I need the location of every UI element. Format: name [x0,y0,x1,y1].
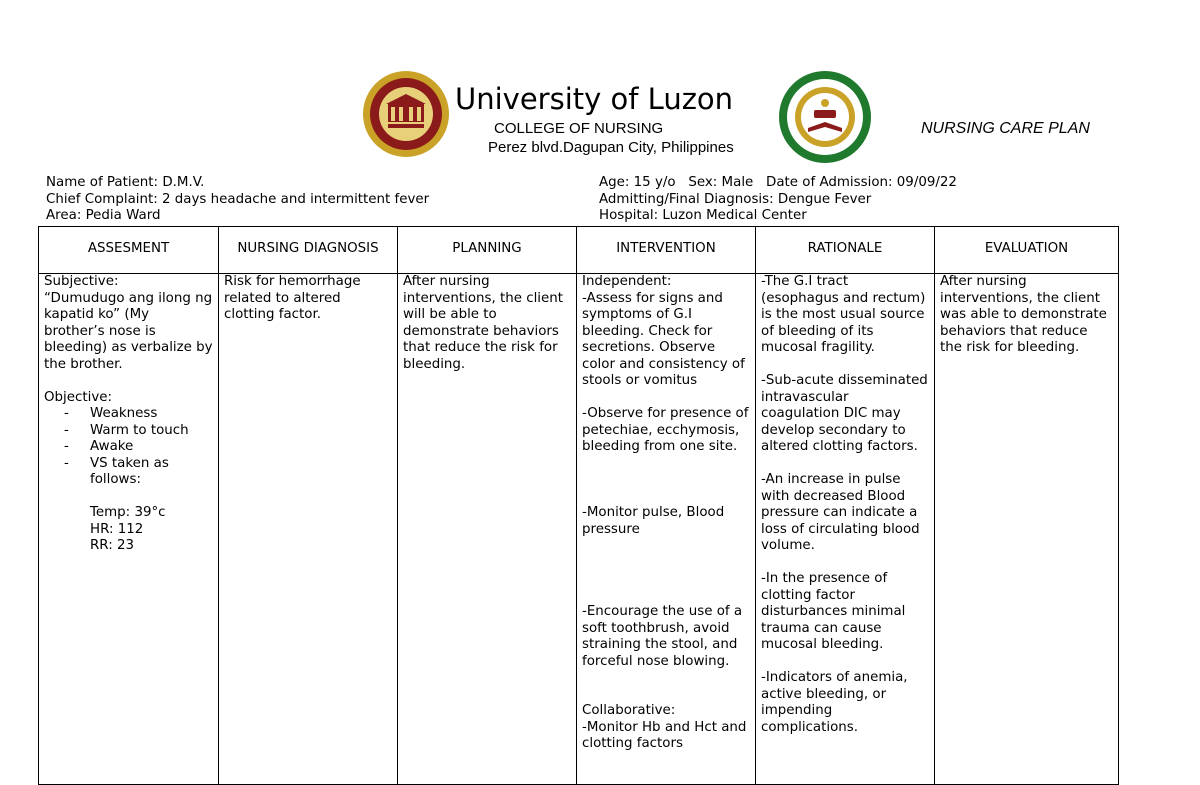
column-header-intervention: INTERVENTION [577,227,756,274]
care-plan-table [38,226,1119,785]
university-seal-logo [362,70,450,162]
table-header-row [39,227,1119,274]
table-body-row [39,274,1119,785]
column-header-planning: PLANNING [398,227,577,274]
planning-text: After nursing interventions, the client will be able to demonstrate behaviors that reduce the risk for bleeding. [403,274,564,372]
intervention-item: -Encourage the use of a soft toothbrush, avoid straining the stool, and forceful nose blowing. [582,604,743,669]
nursing-diagnosis-cell [219,274,398,785]
objective-item: - Warm to touch [64,423,213,440]
rationale-cell [756,274,935,785]
objective-list [44,406,213,489]
vital-hr: HR: 112 [90,521,144,537]
college-of-nursing-seal-logo [778,70,872,168]
age-sex-admission: Age: 15 y/o Sex: Male Date of Admission: 09/09/22 [599,175,957,190]
column-header-rationale: RATIONALE [756,227,935,274]
college-address: Perez blvd.Dagupan City, Philippines [488,139,734,156]
chief-complaint: Chief Complaint: 2 days headache and intermittent fever [46,191,430,207]
vital-rr: RR: 23 [90,538,135,553]
nursing-diagnosis-text: Risk for hemorrhage related to altered clotting factor. [224,274,361,322]
patient-info-right [599,175,957,225]
intervention-cell [577,274,756,785]
subjective-label: Subjective: [44,274,119,289]
vital-temp: Temp: 39°c [90,505,166,520]
collaborative-item: -Monitor Hb and Hct and clotting factors [582,719,747,751]
document-type-label: NURSING CARE PLAN [921,120,1090,137]
objective-label: Objective: [44,389,113,405]
column-header-nursing-diagnosis: NURSING DIAGNOSIS [219,227,398,274]
column-header-evaluation: EVALUATION [935,227,1119,274]
evaluation-cell [935,274,1119,785]
assessment-cell [39,274,219,785]
patient-info-left [46,175,429,225]
rationale-item: -The G.I tract (esophagus and rectum) is the most usual source of bleeding of its mucosal fragility. [761,274,926,355]
intervention-item: -Observe for presence of petechiae, ecchymosis, bleeding from one site. [582,406,749,454]
collaborative-label: Collaborative: [582,703,676,718]
planning-cell [398,274,577,785]
subjective-text: “Dumudugo ang ilong ng kapatid ko” (My brother’s nose is bleeding) as verbalize by the brother. [44,290,213,372]
rationale-item: -Sub-acute disseminated intravascular coagulation DIC may develop secondary to altered clotting factors. [761,373,928,454]
objective-item: - VS taken as follows: [64,456,213,489]
rationale-item: -An increase in pulse with decreased Blood pressure can indicate a loss of circulating blood volume. [761,472,920,553]
objective-item: - Weakness [64,406,213,423]
rationale-item: -In the presence of clotting factor disturbances minimal trauma can cause mucosal bleeding. [761,571,906,652]
college-name: COLLEGE OF NURSING [494,120,664,137]
objective-item: - Awake [64,439,213,456]
final-diagnosis: Admitting/Final Diagnosis: Dengue Fever [599,191,872,207]
intervention-item: -Monitor pulse, Blood pressure [582,505,725,537]
university-title: University of Luzon [455,82,734,116]
intervention-item: -Assess for signs and symptoms of G.I bleeding. Check for secretions. Observe color and consistency of stools or vomitus [582,290,745,388]
hospital-name: Hospital: Luzon Medical Center [599,208,807,223]
rationale-item: -Indicators of anemia, active bleeding, or impending complications. [761,670,908,735]
evaluation-text: After nursing interventions, the client was able to demonstrate behaviors that reduce the risk for bleeding. [940,274,1107,355]
patient-name: Name of Patient: D.M.V. [46,175,205,190]
independent-label: Independent: [582,274,672,289]
patient-area: Area: Pedia Ward [46,208,161,223]
column-header-assessment: ASSESMENT [39,227,219,274]
